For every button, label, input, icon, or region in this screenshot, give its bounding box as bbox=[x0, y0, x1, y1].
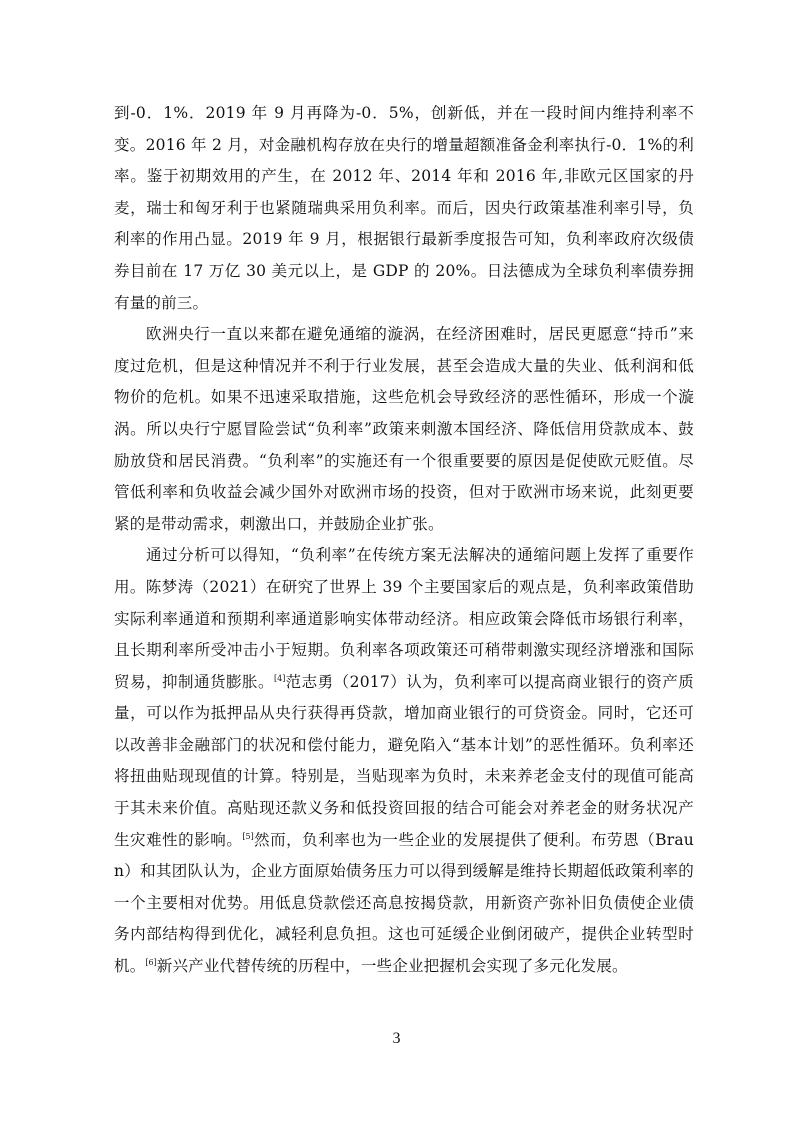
paragraph-text: 到-0．1%．2019 年 9 月再降为-0．5%，创新低，并在一段时间内维持利率不变。2016 年 2 月，对金融机构存放在央行的增量超额准备金利率执行-0．1%的利率。鉴于初期效用的产生，在 2012 年、2014 年和 2016 年,非欧元区国家的丹麦，瑞士和匈牙利于也紧随瑞典采用负利率。而后，因央行政策基准利率引导，负利率的作用凸显。2019 年 9 月，根据银行最新季度报告可知，负利率政府次级债券目前在 17 万亿 30 美元以上，是 GDP 的 20%。日法德成为全球负利率债券拥有量的前三。 bbox=[114, 104, 694, 312]
paragraph bbox=[114, 98, 694, 319]
paragraph-text: 新兴产业代替传统的历程中，一些企业把握机会实现了多元化发展。 bbox=[156, 957, 628, 976]
paragraph-text: 欧洲央行一直以来都在避免通缩的漩涡，在经济困难时，居民更愿意“持币”来度过危机，但是这种情况并不利于行业发展，甚至会造成大量的失业、低利润和低物价的危机。如果不迅速采取措施，这些危机会导致经济的恶性循环，形成一个漩涡。所以央行宁愿冒险尝试“负利率”政策来刺激本国经济、降低信用贷款成本、鼓励放贷和居民消费。“负利率”的实施还有一个很重要要的原因是促使欧元贬值。尽管低利率和负收益会减少国外对欧洲市场的投资，但对于欧洲市场来说，此刻更要紧的是带动需求，刺激出口，并鼓励企业扩张。 bbox=[114, 325, 694, 533]
paragraph bbox=[114, 319, 694, 540]
paragraph-text: 然而，负利率也为一些企业的发展提供了便利。布劳恩（Braun）和其团队认为，企业方面原始债务压力可以得到缓解是维持长期超低政策利率的一个主要相对优势。用低息贷款偿还高息按揭贷款，用新资产弥补旧负债使企业债务内部结构得到优化，减轻利息负担。这也可延缓企业倒闭破产，提供企业转型时机。 bbox=[114, 830, 694, 976]
paragraph-text: 范志勇（2017）认为，负利率可以提高商业银行的资产质量，可以作为抵押品从央行获得再贷款，增加商业银行的可贷资金。同时，它还可以改善非金融部门的状况和偿付能力，避免陷入“基本计划”的恶性循环。负利率还将扭曲贴现现值的计算。特别是，当贴现率为负时，未来养老金支付的现值可能高于其未来价值。高贴现还款义务和低投资回报的结合可能会对养老金的财务状况产生灾难性的影响。 bbox=[114, 672, 694, 849]
citation-marker: [4] bbox=[274, 673, 286, 683]
paragraph bbox=[114, 540, 694, 982]
citation-marker: [6] bbox=[145, 958, 157, 968]
body-text bbox=[114, 98, 694, 983]
paragraph-text: 通过分析可以得知，“负利率”在传统方案无法解决的通缩问题上发挥了重要作用。陈梦涛（2021）在研究了世界上 39 个主要国家后的观点是，负利率政策借助实际利率通道和预期利率通道影响实体带动经济。相应政策会降低市场银行利率，且长期利率所受冲击小于短期。负利率各项政策还可稍带刺激实现经济增涨和国际贸易，抑制通货膨胀。 bbox=[114, 546, 694, 691]
citation-marker: [5] bbox=[242, 831, 254, 841]
page-number: 3 bbox=[392, 1030, 401, 1047]
